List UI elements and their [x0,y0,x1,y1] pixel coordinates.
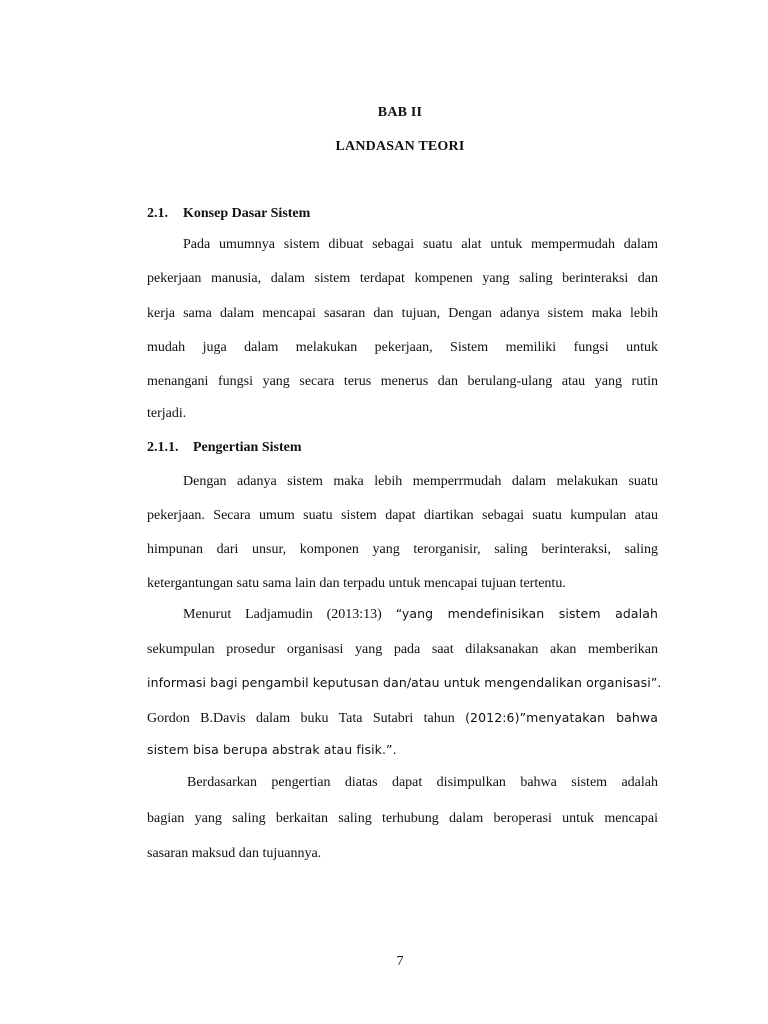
paragraph-line [183,605,658,624]
paragraph-line: Dengan adanya sistem maka lebih memperrmudah dalam melakukan suatu [183,474,658,489]
section-heading-2-1 [147,206,310,222]
paragraph-line [147,575,566,593]
quotation-text: “yang mendefinisikan sistem adalah [395,606,658,621]
paragraph-line: kerja sama dalam mencapai sasaran dan tujuan, Dengan adanya sistem maka lebih [147,306,658,321]
section-title: Pengertian Sistem [193,440,302,455]
paragraph-line [147,709,658,728]
paragraph-text: Menurut Ladjamudin (2013:13) [183,607,382,622]
paragraph-line: himpunan dari unsur, komponen yang terorganisir, saling berinteraksi, saling [147,542,658,557]
paragraph-line: bagian yang saling berkaitan saling terhubung dalam beroperasi untuk mencapai [147,811,658,826]
paragraph-line: menangani fungsi yang secara terus menerus dan berulang-ulang atau yang rutin [147,374,658,389]
quotation-text: (2012:6)”menyatakan bahwa [465,710,658,725]
quotation-line: sistem bisa berupa abstrak atau fisik.”. [147,742,397,757]
section-number: 2.1.1. [147,440,179,455]
paragraph-line: pekerjaan manusia, dalam sistem terdapat kompenen yang saling berinteraksi dan [147,271,658,286]
paragraph-text: Gordon B.Davis dalam buku Tata Sutabri tahun [147,711,455,726]
page-number: 7 [396,954,404,969]
paragraph-line: sasaran maksud dan tujuannya. [147,846,322,861]
paragraph-line: terjadi. [147,406,187,421]
paragraph-line: sekumpulan prosedur organisasi yang pada saat dilaksanakan akan memberikan [147,642,658,657]
chapter-title: LANDASAN TEORI [335,139,465,154]
quotation-line: informasi bagi pengambil keputusan dan/atau untuk mengendalikan organisasi”. [147,675,662,690]
paragraph-text: ketergantungan satu sama lain dan terpadu untuk mencapai tujuan tertentu. [147,576,566,591]
paragraph-line: pekerjaan. Secara umum suatu sistem dapat diartikan sebagai suatu kumpulan atau [147,508,658,523]
paragraph-line: Pada umumnya sistem dibuat sebagai suatu alat untuk mempermudah dalam [183,237,658,252]
section-heading-2-1-1 [147,440,301,456]
section-title: Konsep Dasar Sistem [183,206,311,221]
section-number: 2.1. [147,206,168,221]
chapter-label: BAB II [377,105,423,120]
paragraph-line: Berdasarkan pengertian diatas dapat disimpulkan bahwa sistem adalah [187,775,658,790]
paragraph-line: mudah juga dalam melakukan pekerjaan, Sistem memiliki fungsi untuk [147,340,658,355]
